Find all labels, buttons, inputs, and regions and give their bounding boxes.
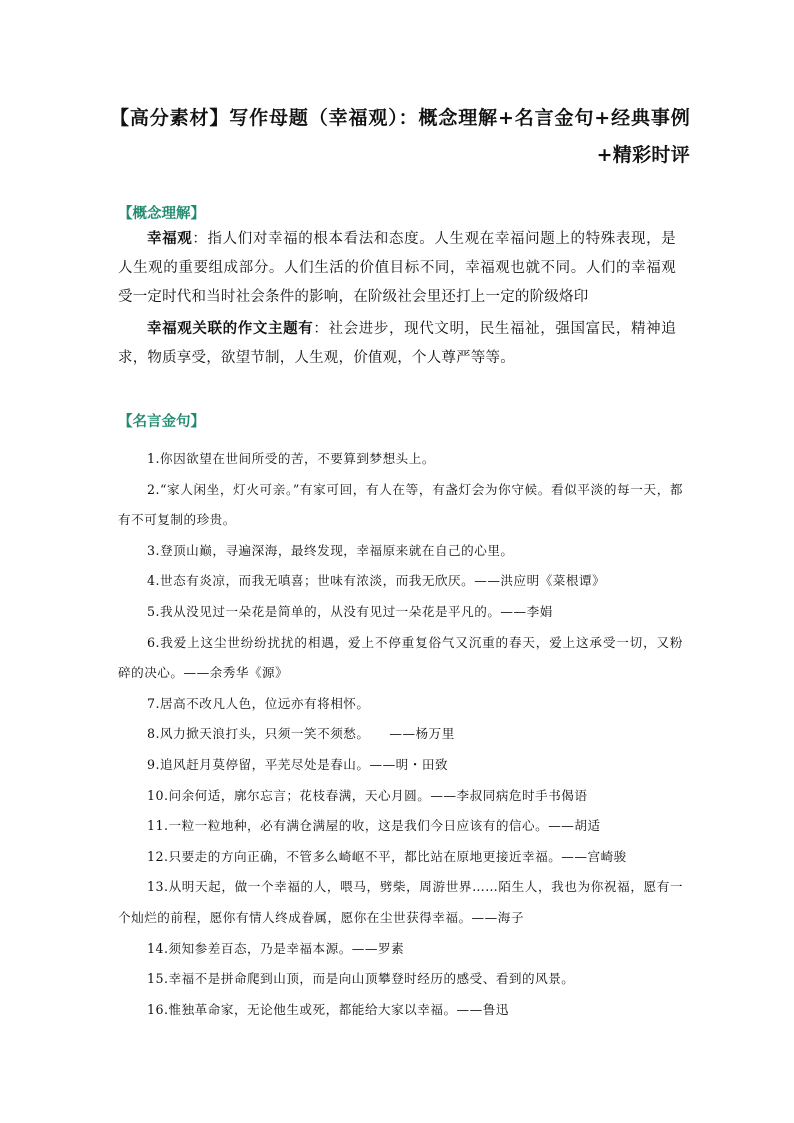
- quote-item: 16.惟独革命家，无论他生或死，都能给大家以幸福。——鲁迅: [146, 1001, 509, 1017]
- definition-text: ：指人们对幸福的根本看法和态度。人生观在幸福问题上的特殊表现，是人生观的重要组成部分。人们生活的价值目标不同，幸福观也就不同。人们的幸福观受一定时代和当时社会条件的影响，在阶级社会里还打上一定的阶级烙印: [118, 231, 676, 305]
- section-heading-quotes: 【名言金句】: [118, 414, 205, 430]
- quote-item: 7.居高不改凡人色，位远亦有将相怀。: [146, 695, 370, 711]
- paragraph-related-themes: [118, 315, 676, 373]
- quote-item: 8.风力掀天浪打头，只须一笑不须愁。 ——杨万里: [146, 726, 455, 742]
- related-themes-term: 幸福观关联的作文主题有: [147, 321, 314, 337]
- section-heading-concept: 【概念理解】: [118, 206, 205, 222]
- related-themes-text: ：社会进步，现代文明，民生福祉，强国富民，精神追求，物质享受，欲望节制，人生观，价值观，个人尊严等等。: [118, 321, 676, 366]
- quote-item: 9.追风赶月莫停留，平芜尽处是春山。——明・田致: [146, 756, 449, 772]
- quote-item: 11.一粒一粒地种，必有满仓满屋的收，这是我们今日应该有的信心。——胡适: [146, 818, 601, 834]
- quote-item: 4.世态有炎凉，而我无嗔喜；世味有浓淡，而我无欣厌。——洪应明《菜根谭》: [146, 573, 606, 589]
- page-title: 【高分素材】写作母题（幸福观）：概念理解+名言金句+经典事例+精彩时评: [110, 107, 690, 166]
- quotes-list: [118, 444, 683, 1025]
- quote-item: 14.须知参差百态，乃是幸福本源。——罗素: [146, 940, 405, 956]
- paragraph-definition: [118, 225, 676, 312]
- quote-item: 12.只要走的方向正确，不管多么崎岖不平，都比站在原地更接近幸福。——宫崎骏: [146, 848, 627, 864]
- quote-item: 2.“家人闲坐，灯火可亲。”有家可回，有人在等，有盏灯会为你守候。看似平淡的每一天，都有不可复制的珍贵。: [118, 481, 683, 528]
- quote-item: 3.登顶山巅，寻遍深海，最终发现，幸福原来就在自己的心里。: [146, 542, 514, 558]
- quote-item: 5.我从没见过一朵花是简单的，从没有见过一朵花是平凡的。——李娟: [146, 603, 553, 619]
- definition-term: 幸福观: [147, 231, 193, 247]
- quote-item: 15.幸福不是拼命爬到山顶，而是向山顶攀登时经历的感受、看到的风景。: [146, 971, 575, 987]
- quote-item: 6.我爱上这尘世纷纷扰扰的相遇，爱上不停重复俗气又沉重的春天，爱上这承受一切，又粉碎的决心。——余秀华《源》: [118, 634, 683, 681]
- quote-item: 10.问余何适，廓尔忘言；花枝春满，天心月圆。——李叔同病危时手书偈语: [146, 787, 588, 803]
- quote-item: 1.你因欲望在世间所受的苦，不要算到梦想头上。: [146, 451, 435, 466]
- quote-item: 13.从明天起，做一个幸福的人，喂马，劈柴，周游世界……陌生人，我也为你祝福，愿有一个灿烂的前程，愿你有情人终成眷属，愿你在尘世获得幸福。——海子: [118, 879, 683, 925]
